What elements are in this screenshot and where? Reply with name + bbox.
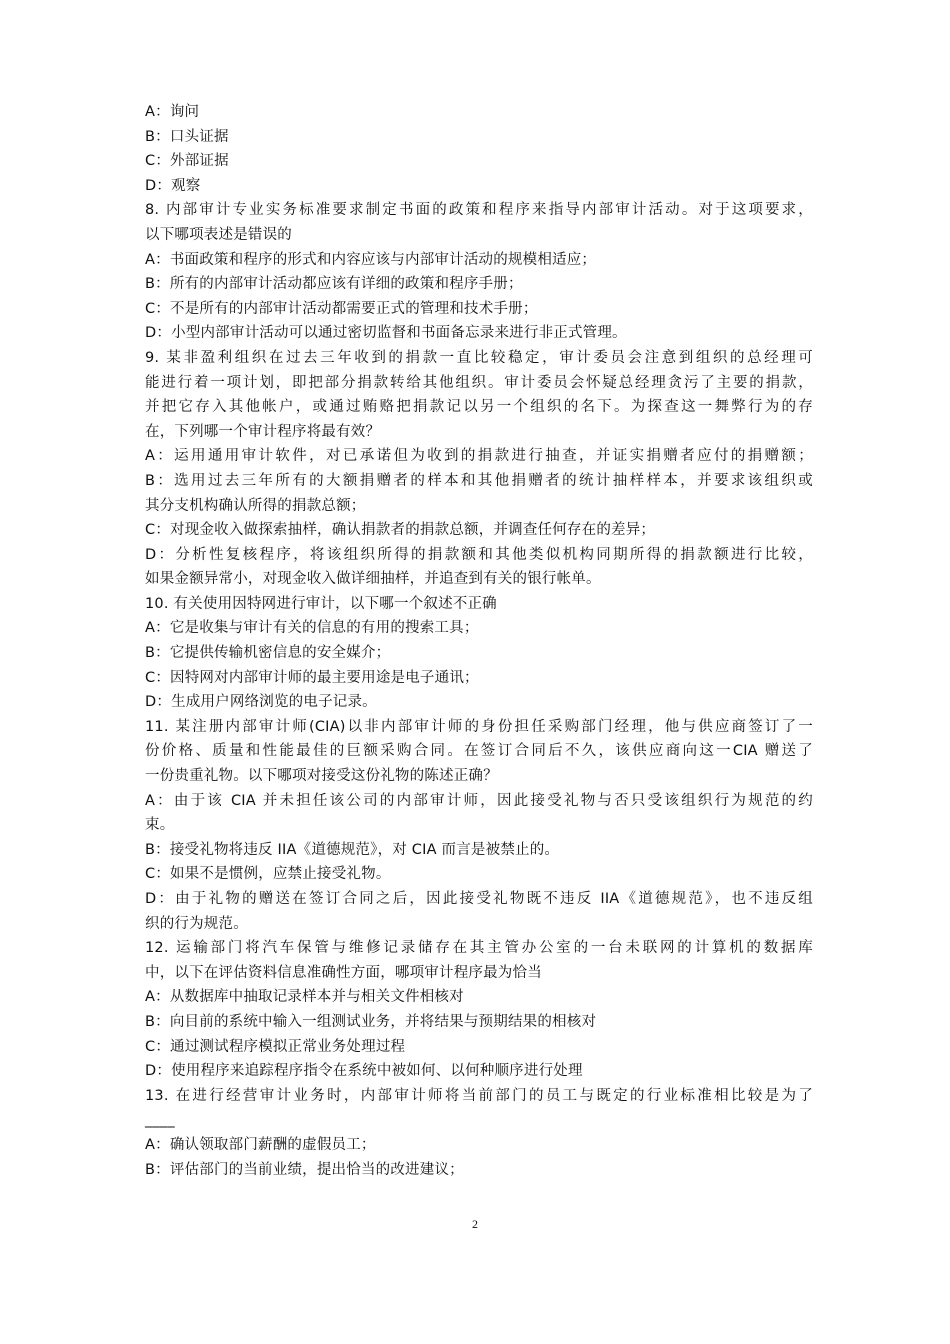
text-line: A：由于该 CIA 并未担任该公司的内部审计师，因此接受礼物与否只受该组织行为规范的约 — [145, 792, 813, 809]
text-line: 如果金额异常小，对现金收入做详细抽样，并追查到有关的银行帐单。 — [145, 571, 601, 588]
text-line: 能进行着一项计划，即把部分捐款转给其他组织。审计委员会怀疑总经理贪污了主要的捐款， — [145, 374, 813, 391]
text-line: A：运用通用审计软件，对已承诺但为收到的捐款进行抽查，并证实捐赠者应付的捐赠额； — [145, 448, 813, 465]
text-line: C：不是所有的内部审计活动都需要正式的管理和技术手册； — [145, 300, 538, 317]
text-line: 一份贵重礼物。以下哪项对接受这份礼物的陈述正确？ — [145, 768, 498, 785]
question-8-line: 8. 内部审计专业实务标准要求制定书面的政策和程序来指导内部审计活动。对于这项要求， — [145, 202, 813, 219]
text-line: C：通过测试程序模拟正常业务处理过程 — [145, 1038, 406, 1055]
text-line: D：观察 — [145, 177, 201, 194]
text-line: C：如果不是惯例，应禁止接受礼物。 — [145, 866, 391, 883]
question-13-line: 13. 在进行经营审计业务时，内部审计师将当前部门的员工与既定的行业标准相比较是为了 — [145, 1087, 813, 1104]
text-line: B：选用过去三年所有的大额捐赠者的样本和其他捐赠者的统计抽样样本，并要求该组织或 — [145, 472, 813, 489]
text-line: 并把它存入其他帐户，或通过贿赂把捐款记以另一个组织的名下。为探查这一舞弊行为的存 — [145, 399, 813, 416]
text-line: 中，以下在评估资料信息准确性方面，哪项审计程序最为恰当 — [145, 964, 542, 981]
text-line: C：对现金收入做探索抽样，确认捐款者的捐款总额，并调查任何存在的差异； — [145, 522, 656, 539]
text-line: A：从数据库中抽取记录样本并与相关文件相核对 — [145, 989, 464, 1006]
text-line: B：所有的内部审计活动都应该有详细的政策和程序手册； — [145, 276, 523, 293]
document-body — [145, 100, 813, 1182]
text-line: 其分支机构确认所得的捐款总额； — [145, 497, 366, 514]
text-line: A：确认领取部门薪酬的虚假员工； — [145, 1136, 376, 1153]
text-line: 以下哪项表述是错误的 — [145, 226, 292, 243]
blank-line: ____ — [145, 1112, 175, 1129]
page-number: 2 — [472, 1217, 478, 1231]
text-line: B：它提供传输机密信息的安全媒介； — [145, 645, 391, 662]
text-line: A：询问 — [145, 104, 200, 120]
text-line: D：分析性复核程序，将该组织所得的捐款额和其他类似机构同期所得的捐款额进行比较， — [145, 546, 813, 563]
text-line: D：使用程序来追踪程序指令在系统中被如何、以何种顺序进行处理 — [145, 1063, 583, 1080]
text-line: B：向目前的系统中输入一组测试业务，并将结果与预期结果的相核对 — [145, 1013, 597, 1030]
text-line: B：评估部门的当前业绩，提出恰当的改进建议； — [145, 1161, 464, 1178]
text-line: D：由于礼物的赠送在签订合同之后，因此接受礼物既不违反 IIA《道德规范》，也不违反组 — [145, 891, 813, 907]
question-10-line: 10. 有关使用因特网进行审计，以下哪一个叙述不正确 — [145, 595, 497, 612]
question-12-line: 12. 运输部门将汽车保管与维修记录储存在其主管办公室的一台未联网的计算机的数据库 — [145, 940, 813, 957]
text-line: 束。 — [145, 817, 175, 834]
text-line: 在，下列哪一个审计程序将最有效？ — [145, 423, 381, 440]
text-line: 织的行为规范。 — [145, 915, 248, 932]
text-line: B：口头证据 — [145, 128, 229, 145]
text-line: D：生成用户网络浏览的电子记录。 — [145, 694, 377, 711]
question-11-line: 11. 某注册内部审计师(CIA)以非内部审计师的身份担任采购部门经理，他与供应商签订了一 — [145, 718, 813, 735]
text-line: A：书面政策和程序的形式和内容应该与内部审计活动的规模相适应； — [145, 251, 597, 268]
question-9-line: 9. 某非盈利组织在过去三年收到的捐款一直比较稳定，审计委员会注意到组织的总经理可 — [145, 349, 813, 366]
text-line: C：因特网对内部审计师的最主要用途是电子通讯； — [145, 669, 479, 686]
text-line: 份价格、质量和性能最佳的巨额采购合同。在签订合同后不久，该供应商向这一CIA 赠送了 — [145, 743, 813, 760]
text-line: D：小型内部审计活动可以通过密切监督和书面备忘录来进行非正式管理。 — [145, 325, 627, 342]
text-line: B：接受礼物将违反 IIA《道德规范》，对 CIA 而言是被禁止的。 — [145, 841, 560, 858]
text-line: A：它是收集与审计有关的信息的有用的搜索工具； — [145, 620, 479, 637]
text-line: C：外部证据 — [145, 153, 229, 170]
